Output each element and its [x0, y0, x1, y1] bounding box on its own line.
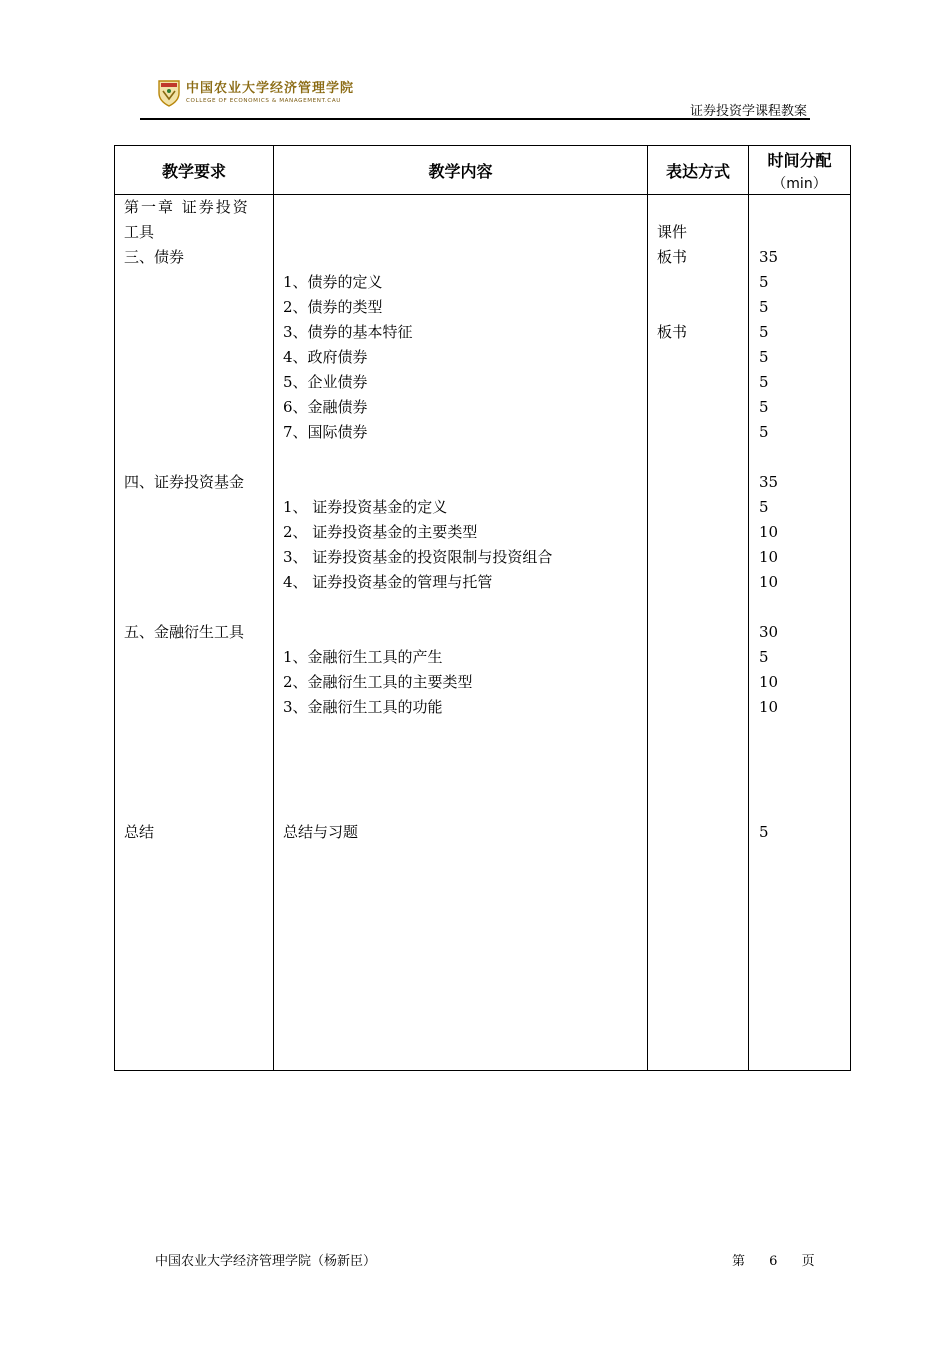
- cell-line: 10: [759, 523, 779, 541]
- header-time-label: 时间分配: [767, 150, 832, 170]
- cell-line: 3、债券的基本特征: [283, 323, 413, 341]
- cell-line: [274, 470, 647, 495]
- cell-line: 30: [759, 623, 779, 641]
- cell-line: 10: [759, 548, 779, 566]
- cell-line: [115, 545, 273, 570]
- cell-line: [274, 595, 647, 620]
- table-header-row: [115, 146, 851, 195]
- page-number-value: 6: [769, 1254, 778, 1269]
- cell-line: [115, 370, 273, 395]
- cell-line: 五、金融衍生工具: [124, 623, 245, 641]
- cell-line: [274, 220, 647, 245]
- cell-line: [274, 245, 647, 270]
- cell-line: 课件: [657, 223, 688, 241]
- cell-line: 10: [759, 673, 779, 691]
- college-logo: [158, 76, 354, 110]
- cell-line: [749, 770, 850, 795]
- cell-line: [749, 720, 850, 745]
- header-content: 教学内容: [274, 146, 648, 195]
- cell-line: [749, 445, 850, 470]
- cell-line: 4、 证券投资基金的管理与托管: [283, 573, 493, 591]
- cell-line: 10: [759, 698, 779, 716]
- cell-line: [115, 445, 273, 470]
- footer-author: 中国农业大学经济管理学院（杨新臣）: [155, 1254, 377, 1269]
- cell-line: 总结: [124, 823, 155, 841]
- cell-line: [115, 270, 273, 295]
- lesson-plan-table: [114, 145, 851, 1071]
- cell-line: 4、政府债券: [283, 348, 368, 366]
- cell-line: [274, 620, 647, 645]
- cell-line: 7、国际债券: [283, 423, 368, 441]
- page-number: [732, 1250, 825, 1269]
- cell-line: 35: [759, 248, 779, 266]
- time-column: [749, 195, 851, 1071]
- cell-line: 3、 证券投资基金的投资限制与投资组合: [283, 548, 553, 566]
- cell-line: 2、金融衍生工具的主要类型: [283, 673, 473, 691]
- cell-line: [274, 445, 647, 470]
- cell-line: 总结与习题: [283, 823, 359, 841]
- cell-line: [115, 295, 273, 320]
- cell-line: 10: [759, 573, 779, 591]
- cell-line: [274, 795, 647, 820]
- cell-line: 6、金融债券: [283, 398, 368, 416]
- cell-line: 三、债券: [124, 248, 185, 266]
- cell-line: [115, 670, 273, 695]
- cell-line: 35: [759, 473, 779, 491]
- course-title: 证券投资学课程教案: [689, 104, 807, 119]
- cell-line: 工具: [124, 223, 155, 241]
- cell-line: [749, 745, 850, 770]
- cell-line: [115, 645, 273, 670]
- cell-line: 5: [759, 648, 769, 666]
- cell-line: [648, 195, 748, 220]
- cell-line: [115, 345, 273, 370]
- cell-line: [115, 745, 273, 770]
- cell-line: [115, 320, 273, 345]
- cell-line: [274, 195, 647, 220]
- cell-line: 1、债券的定义: [283, 273, 383, 291]
- cell-line: [115, 395, 273, 420]
- header-method: 表达方式: [648, 146, 749, 195]
- cell-line: 2、 证券投资基金的主要类型: [283, 523, 478, 541]
- cell-line: 2、债券的类型: [283, 298, 383, 316]
- cell-line: 板书: [657, 248, 688, 266]
- college-emblem-icon: [158, 79, 180, 107]
- cell-line: 5: [759, 823, 769, 841]
- cell-line: 5: [759, 298, 769, 316]
- cell-line: [274, 745, 647, 770]
- cell-line: [274, 770, 647, 795]
- header-time-unit: （min）: [772, 175, 827, 192]
- cell-line: [115, 495, 273, 520]
- cell-line: 5: [759, 348, 769, 366]
- cell-line: 板书: [657, 323, 688, 341]
- cell-line: [274, 720, 647, 745]
- requirement-column: [115, 195, 274, 1071]
- cell-line: [749, 195, 850, 220]
- cell-line: 5、企业债券: [283, 373, 368, 391]
- cell-line: [115, 520, 273, 545]
- page-suffix: 页: [801, 1254, 815, 1269]
- cell-line: [115, 570, 273, 595]
- header-time: [749, 146, 851, 195]
- cell-line: 第一章 证券投资: [124, 198, 250, 216]
- header-divider: [140, 118, 810, 120]
- header-requirement: 教学要求: [115, 146, 274, 195]
- cell-line: [115, 770, 273, 795]
- cell-line: [115, 695, 273, 720]
- cell-line: [115, 795, 273, 820]
- cell-line: 1、 证券投资基金的定义: [283, 498, 448, 516]
- cell-line: [749, 795, 850, 820]
- cell-line: 5: [759, 373, 769, 391]
- cell-line: 5: [759, 423, 769, 441]
- cell-line: [648, 295, 748, 320]
- cell-line: [648, 270, 748, 295]
- cell-line: 1、金融衍生工具的产生: [283, 648, 443, 666]
- cell-line: [115, 720, 273, 745]
- logo-english-name: COLLEGE OF ECONOMICS & MANAGEMENT.CAU: [186, 98, 341, 104]
- cell-line: 四、证券投资基金: [124, 473, 245, 491]
- method-column: [648, 195, 749, 1071]
- cell-line: 5: [759, 498, 769, 516]
- table-body-row: [115, 195, 851, 1071]
- content-column: [274, 195, 648, 1071]
- cell-line: [749, 595, 850, 620]
- cell-line: [115, 595, 273, 620]
- cell-line: 5: [759, 273, 769, 291]
- cell-line: [115, 420, 273, 445]
- cell-line: [749, 220, 850, 245]
- logo-chinese-name: 中国农业大学经济管理学院: [186, 81, 355, 96]
- cell-line: 5: [759, 323, 769, 341]
- page-prefix: 第: [732, 1254, 746, 1269]
- cell-line: 5: [759, 398, 769, 416]
- cell-line: 3、金融衍生工具的功能: [283, 698, 443, 716]
